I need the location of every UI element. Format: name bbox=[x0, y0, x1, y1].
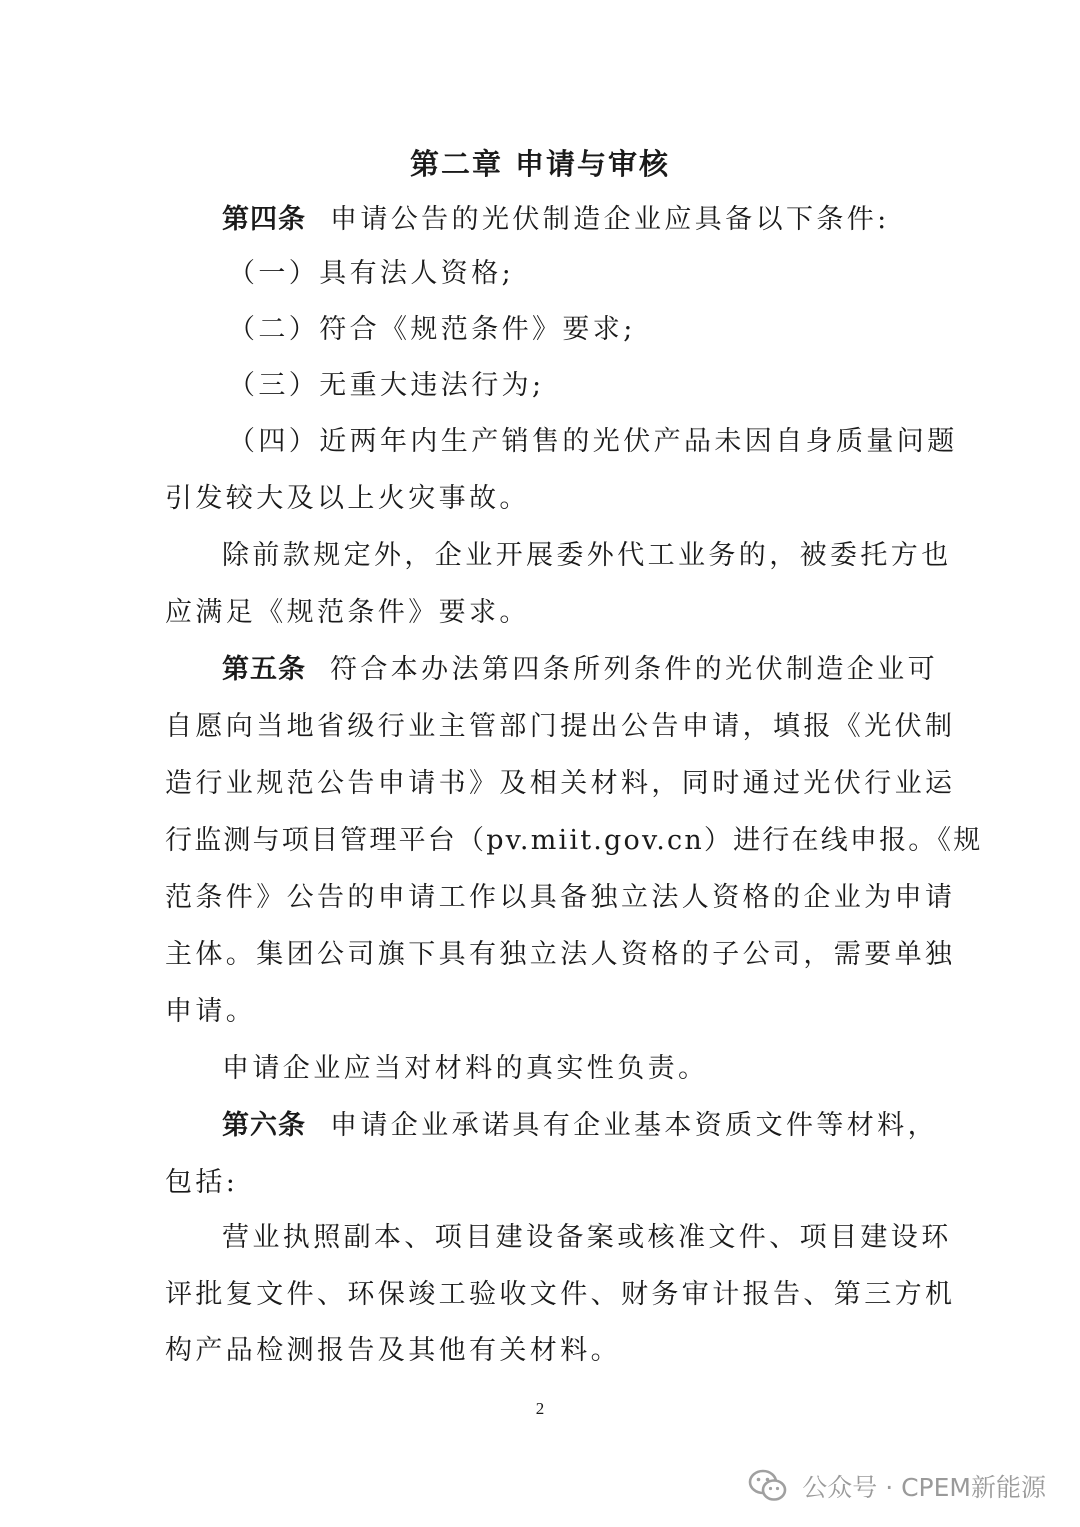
article-6-para-2-line-3: 构产品检测报告及其他有关材料。 bbox=[165, 1335, 621, 1366]
article-5-line-5: 范条件》公告的申请工作以具备独立法人资格的企业为申请 bbox=[165, 882, 956, 913]
condition-item-4-line-2: 引发较大及以上火灾事故。 bbox=[165, 483, 530, 514]
article-5-line-2: 自愿向当地省级行业主管部门提出公告申请，填报《光伏制 bbox=[165, 711, 956, 742]
article-5-line-3: 造行业规范公告申请书》及相关材料，同时通过光伏行业运 bbox=[165, 768, 956, 799]
article-5-text: 符合本办法第四条所列条件的光伏制造企业可 bbox=[329, 654, 938, 685]
article-6-line-2: 包括: bbox=[165, 1167, 239, 1198]
article-4-para-2-line-1: 除前款规定外，企业开展委外代工业务的，被委托方也 bbox=[222, 540, 952, 571]
article-4-para-2-line-2: 应满足《规范条件》要求。 bbox=[165, 597, 530, 628]
article-4-label: 第四条 bbox=[222, 204, 306, 235]
article-5-line-1 bbox=[222, 652, 982, 688]
condition-item-1: （一）具有法人资格; bbox=[228, 258, 515, 289]
condition-item-3: （三）无重大违法行为; bbox=[228, 370, 545, 401]
watermark bbox=[748, 1466, 1046, 1506]
article-6-para-2-line-1: 营业执照副本、项目建设备案或核准文件、项目建设环 bbox=[222, 1222, 952, 1253]
article-6-para-2-line-2: 评批复文件、环保竣工验收文件、财务审计报告、第三方机 bbox=[165, 1279, 956, 1310]
article-5-line-7: 申请。 bbox=[165, 996, 257, 1027]
watermark-text: 公众号 · CPEM新能源 bbox=[802, 1473, 1046, 1502]
wechat-icon bbox=[748, 1469, 788, 1503]
page-number: 2 bbox=[535, 1399, 545, 1418]
condition-item-4-line-1: （四）近两年内生产销售的光伏产品未因自身质量问题 bbox=[228, 426, 958, 457]
article-5-line-4: 行监测与项目管理平台（pv.miit.gov.cn）进行在线申报。《规 bbox=[165, 825, 983, 856]
condition-item-2: （二）符合《规范条件》要求; bbox=[228, 314, 636, 345]
article-4-line-1 bbox=[222, 202, 982, 238]
article-5-para-2: 申请企业应当对材料的真实性负责。 bbox=[222, 1053, 709, 1084]
article-4-text: 申请公告的光伏制造企业应具备以下条件: bbox=[329, 204, 890, 235]
article-6-label: 第六条 bbox=[222, 1110, 306, 1141]
chapter-title: 第二章 申请与审核 bbox=[409, 147, 671, 181]
article-6-line-1 bbox=[222, 1108, 982, 1144]
article-5-label: 第五条 bbox=[222, 654, 306, 685]
article-6-text: 申请企业承诺具有企业基本资质文件等材料， bbox=[329, 1110, 938, 1141]
article-5-line-6: 主体。集团公司旗下具有独立法人资格的子公司，需要单独 bbox=[165, 939, 956, 970]
